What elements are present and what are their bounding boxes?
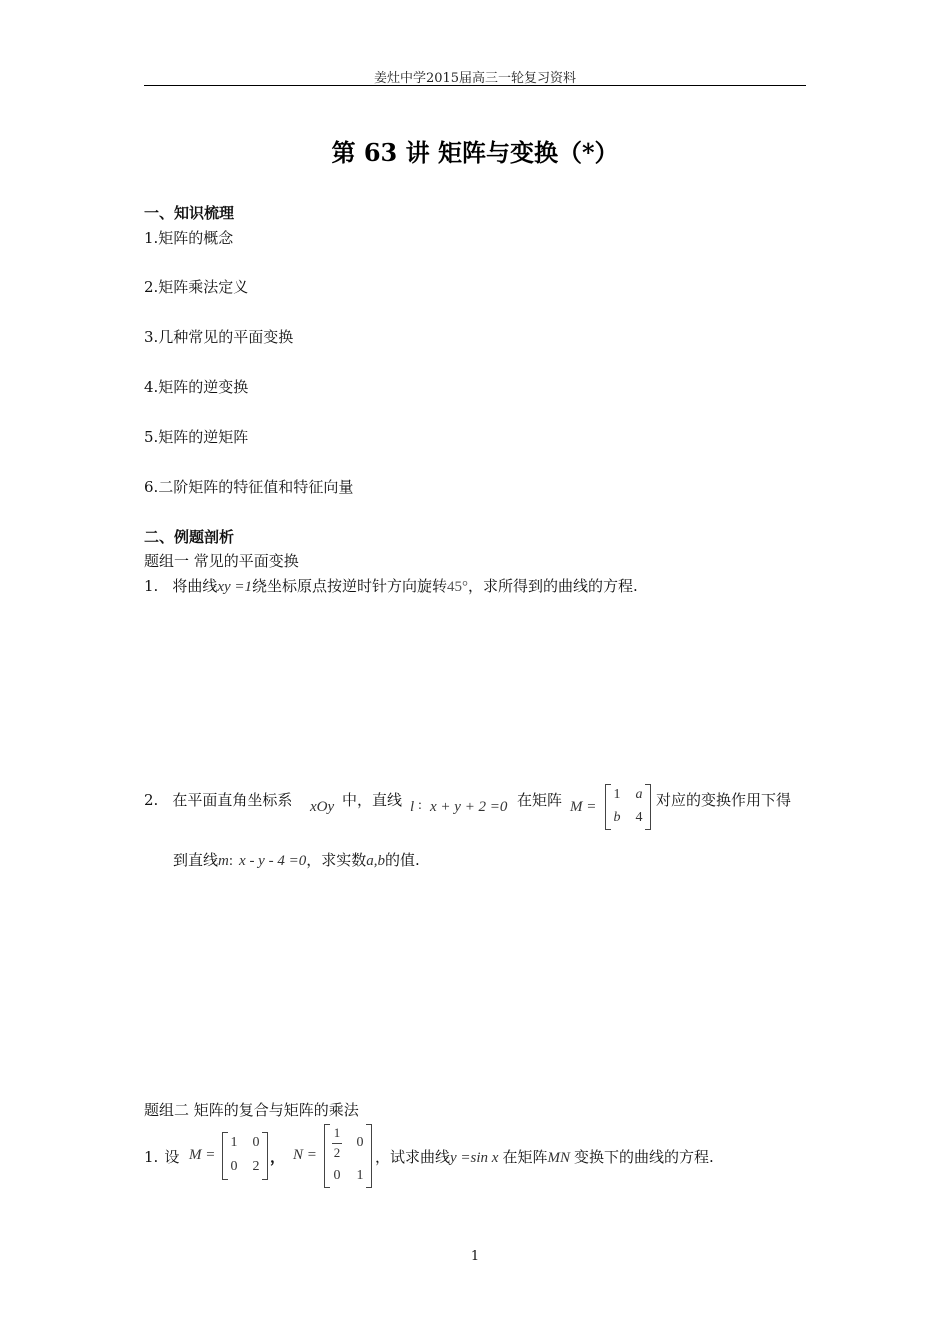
problem-text: 变换下的曲线的方程.	[573, 1148, 714, 1166]
header-rule	[144, 85, 806, 86]
matrix-entry: 2	[252, 1159, 260, 1174]
problem-text: ，求实数	[306, 851, 367, 869]
fraction-denominator: 2	[333, 1145, 341, 1160]
problem-text: 到直线	[173, 851, 219, 869]
matrix-m	[222, 1132, 268, 1180]
matrix-entry: 0	[230, 1159, 238, 1174]
problem-text: 在矩阵	[517, 791, 563, 809]
group1-title: 题组一 常见的平面变换	[144, 552, 299, 570]
knowledge-item: 3.几种常见的平面变换	[144, 328, 294, 346]
problem-text: 在平面直角坐标系	[172, 791, 293, 809]
section-examples-heading: 二、例题剖析	[144, 528, 235, 546]
problem-text: ，试求曲线	[375, 1148, 451, 1166]
matrix-n	[324, 1124, 372, 1188]
section-knowledge-heading: 一、知识梳理	[144, 204, 235, 222]
unknowns: a,b	[366, 853, 385, 869]
matrix-entry: 4	[635, 810, 643, 825]
matrix-entry: 1	[230, 1135, 238, 1150]
colon: :	[228, 853, 234, 869]
matrix-entry: 1	[356, 1168, 364, 1183]
fraction-bar	[332, 1143, 342, 1144]
problem-text: 在矩阵	[502, 1148, 548, 1166]
knowledge-item: 2.矩阵乘法定义	[144, 278, 249, 296]
problem-text: 设	[164, 1148, 180, 1166]
matrix-entry: b	[613, 810, 621, 825]
group2-problem-1-start	[144, 1146, 179, 1167]
line-m-equation: x - y - 4 =0	[239, 853, 307, 869]
problem-number: 1.	[144, 1148, 159, 1166]
matrix-entry: 0	[333, 1168, 341, 1183]
problem-text: 的值.	[384, 851, 420, 869]
matrix-entry: 0	[252, 1135, 260, 1150]
group2-problem-1-rest	[375, 1146, 714, 1167]
matrix-n-label: N =	[293, 1147, 317, 1163]
rotation-angle: 45°	[447, 579, 469, 595]
curve-equation: y =sin x	[450, 1150, 499, 1166]
coordinate-system: xOy	[310, 799, 335, 815]
line-l-equation: x + y + 2 =0	[430, 799, 508, 815]
problem-text: 绕坐标原点按逆时针方向旋转	[252, 577, 448, 595]
problem-number: 2.	[144, 791, 159, 809]
problem-number: 1.	[144, 577, 159, 595]
product-matrix: MN	[547, 1150, 570, 1166]
group1-problem-2-line1	[144, 789, 292, 810]
comma: ，	[270, 1148, 286, 1166]
lecture-title: 第 63 讲 矩阵与变换（*）	[331, 138, 619, 167]
group1-problem-2-line2	[173, 849, 420, 870]
matrix-m	[605, 784, 651, 830]
knowledge-item: 5.矩阵的逆矩阵	[144, 428, 249, 446]
problem-text: ，求所得到的曲线的方程.	[468, 577, 638, 595]
curve-equation: xy =1	[217, 579, 253, 595]
matrix-m-label: M =	[189, 1147, 216, 1163]
matrix-entry: a	[635, 787, 643, 802]
problem-text: 对应的变换作用下得	[656, 791, 792, 809]
fraction-numerator: 1	[333, 1125, 341, 1140]
knowledge-item: 4.矩阵的逆变换	[144, 378, 249, 396]
matrix-m-label: M =	[570, 799, 597, 815]
page-number: 1	[470, 1249, 480, 1264]
matrix-entry: 0	[356, 1135, 364, 1150]
problem-text: 中，直线	[342, 791, 403, 809]
group2-title: 题组二 矩阵的复合与矩阵的乘法	[144, 1101, 359, 1119]
group1-problem-1	[144, 575, 638, 596]
page-header: 姜灶中学2015届高三一轮复习资料	[373, 71, 577, 86]
matrix-entry: 1	[613, 787, 621, 802]
colon: :	[418, 798, 422, 813]
knowledge-item: 1.矩阵的概念	[144, 229, 234, 247]
problem-text: 将曲线	[172, 577, 218, 595]
knowledge-item: 6.二阶矩阵的特征值和特征向量	[144, 478, 354, 496]
line-l-name: l	[410, 799, 415, 815]
line-m-name: m	[218, 853, 229, 869]
